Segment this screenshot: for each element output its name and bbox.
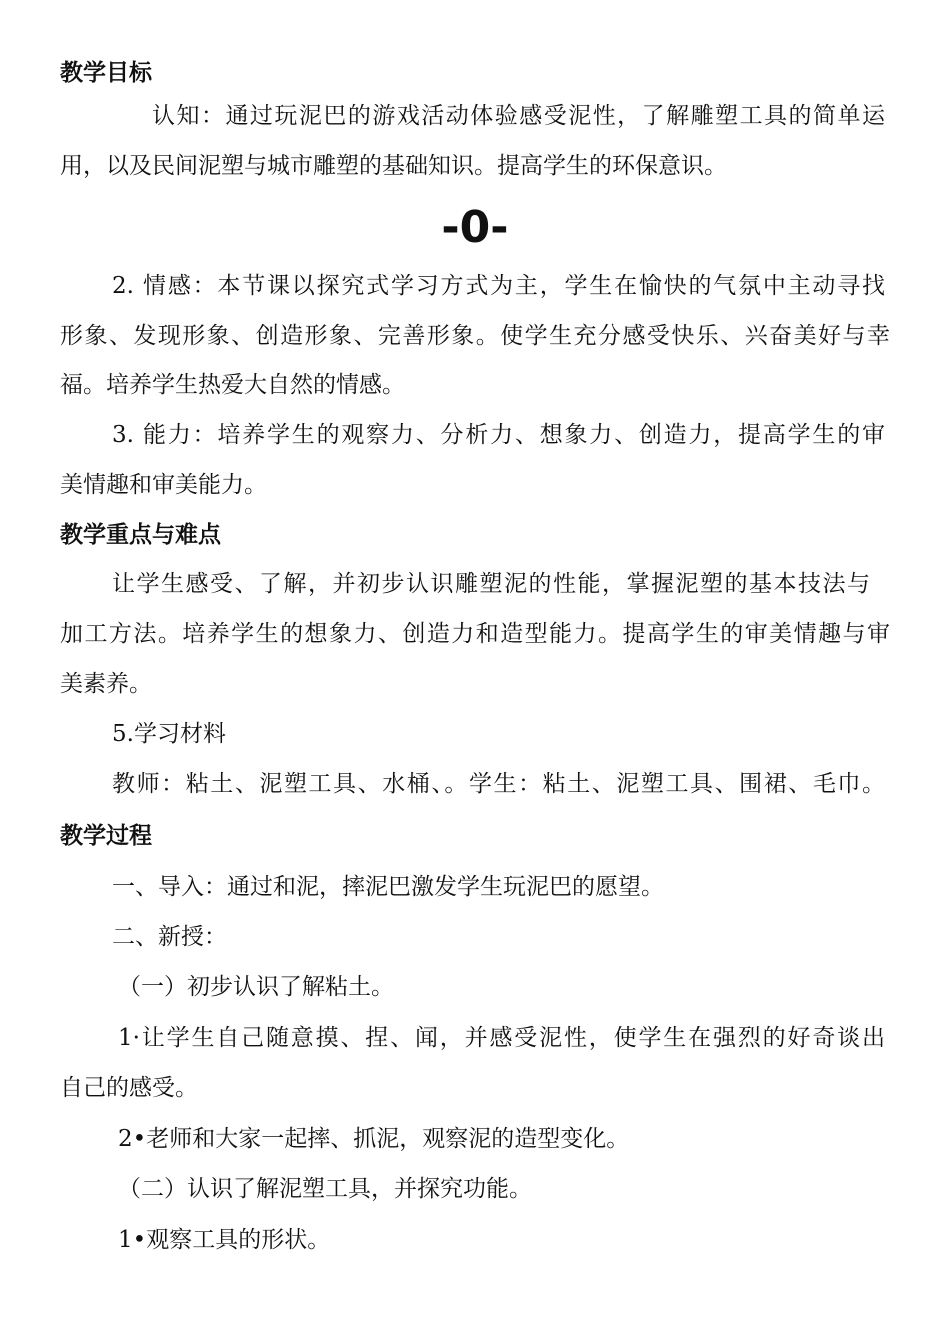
process-part1-title: （一）初步认识了解粘土。	[118, 974, 394, 1000]
paragraph-line: 让学生感受、了解，并初步认识雕塑泥的性能，掌握泥塑的基本技法与	[112, 571, 870, 597]
paragraph-line: 1·让学生自己随意摸、捏、闻，并感受泥性，使学生在强烈的好奇谈出	[118, 1025, 885, 1051]
process-new-lesson: 二、新授：	[112, 924, 227, 950]
paragraph-line: 加工方法。培养学生的想象力、创造力和造型能力。提高学生的审美情趣与审	[60, 621, 890, 647]
paragraph-line: 认知：通过玩泥巴的游戏活动体验感受泥性，了解雕塑工具的简单运	[152, 103, 885, 129]
paragraph-line: 形象、发现形象、创造形象、完善形象。使学生充分感受快乐、兴奋美好与幸	[60, 323, 890, 349]
section-heading-process: 教学过程	[60, 823, 152, 849]
paragraph-line: 美情趣和审美能力。	[60, 472, 267, 498]
paragraph-line: 3. 能力：培养学生的观察力、分析力、想象力、创造力，提高学生的审	[112, 422, 885, 448]
paragraph-line: 自己的感受。	[60, 1075, 198, 1101]
paragraph-line: 美素养。	[60, 671, 152, 697]
materials-line: 教师：粘土、泥塑工具、水桶、。学生：粘土、泥塑工具、围裙、毛巾。	[112, 771, 885, 797]
section-heading-key-points: 教学重点与难点	[60, 522, 221, 548]
materials-title: 5.学习材料	[112, 721, 226, 747]
paragraph-line: 2. 情感：本节课以探究式学习方式为主，学生在愉快的气氛中主动寻找	[112, 273, 885, 299]
paragraph-line: 福。培养学生热爱大自然的情感。	[60, 372, 405, 398]
process-step2: 2•老师和大家一起摔、抓泥，观察泥的造型变化。	[118, 1126, 630, 1152]
section-heading-objectives: 教学目标	[60, 60, 152, 86]
process-part2-title: （二）认识了解泥塑工具，并探究功能。	[118, 1176, 532, 1202]
paragraph-line: 用，以及民间泥塑与城市雕塑的基础知识。提高学生的环保意识。	[60, 153, 727, 179]
process-intro: 一、导入：通过和泥，摔泥巴激发学生玩泥巴的愿望。	[112, 874, 664, 900]
process-part2-step1: 1•观察工具的形状。	[118, 1227, 331, 1253]
page-marker: -0-	[441, 202, 509, 253]
